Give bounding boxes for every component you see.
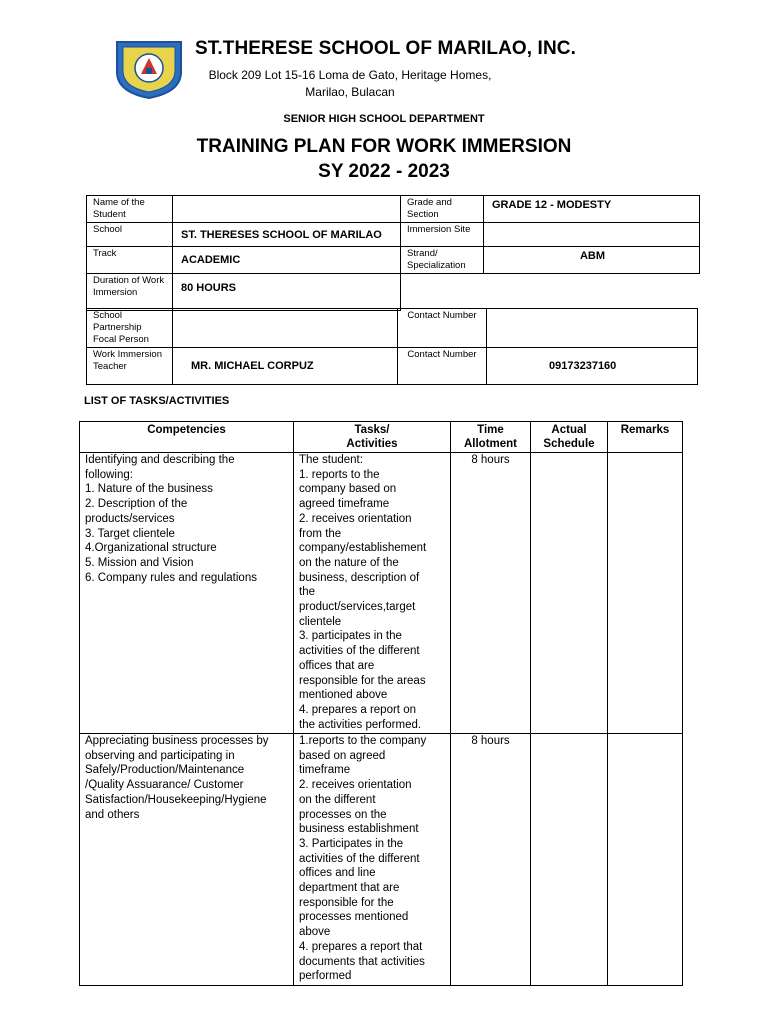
address-line-1: Block 209 Lot 15-16 Loma de Gato, Heritage Homes, xyxy=(208,68,492,82)
task-line: 2. receives orientation xyxy=(299,512,412,525)
time-cell: 8 hours xyxy=(451,453,531,734)
competency-line: 6. Company rules and regulations xyxy=(85,571,257,584)
competency-line: products/services xyxy=(85,512,175,525)
task-line: 1.reports to the company xyxy=(299,735,427,747)
task-cell xyxy=(294,453,451,734)
track-label: Track xyxy=(87,247,173,274)
competency-line: Identifying and describing the xyxy=(85,454,235,466)
competency-line: 5. Mission and Vision xyxy=(85,556,194,569)
header-competencies: Competencies xyxy=(80,422,294,453)
actual-schedule-cell xyxy=(531,734,608,986)
task-line: the xyxy=(299,586,315,599)
name-value xyxy=(173,196,401,223)
school-value: ST. THERESES SCHOOL OF MARILAO xyxy=(173,223,401,247)
teacher-value: MR. MICHAEL CORPUZ xyxy=(173,348,398,385)
task-line: company based on xyxy=(299,483,397,496)
task-line: 3. participates in the xyxy=(299,630,402,643)
header-remarks: Remarks xyxy=(608,422,683,453)
task-line: the activities performed. xyxy=(299,718,422,731)
school-label: School xyxy=(87,223,173,247)
competency-line: /Quality Assuarance/ Customer xyxy=(85,779,244,792)
focal-person-label: School Partnership Focal Person xyxy=(87,309,173,348)
task-line: from the xyxy=(299,527,342,540)
task-line: offices that are xyxy=(299,659,375,672)
task-line: processes mentioned xyxy=(299,911,409,924)
remarks-cell xyxy=(608,453,683,734)
task-line: 2. receives orientation xyxy=(299,779,412,792)
task-line: processes on the xyxy=(299,808,387,821)
contact-info-table xyxy=(86,308,698,385)
table-row xyxy=(80,453,683,734)
task-line: above xyxy=(299,926,331,939)
teacher-label: Work Immersion Teacher xyxy=(87,348,173,385)
contact-label-1: Contact Number xyxy=(398,309,487,348)
competency-line: Appreciating business processes by xyxy=(85,735,269,747)
task-line: offices and line xyxy=(299,867,376,880)
task-line: performed xyxy=(299,970,352,983)
header-time-allotment: Time Allotment xyxy=(451,422,531,453)
address-line-2: Marilao, Bulacan xyxy=(305,85,395,99)
task-line: 4. prepares a report that xyxy=(299,940,423,953)
competency-line: observing and participating in xyxy=(85,749,235,762)
header-actual-schedule: Actual Schedule xyxy=(531,422,608,453)
department-heading: SENIOR HIGH SCHOOL DEPARTMENT xyxy=(283,113,485,125)
task-line: 3. Participates in the xyxy=(299,837,404,850)
tasks-section-title: LIST OF TASKS/ACTIVITIES xyxy=(84,395,230,407)
header-tasks: Tasks/ Activities xyxy=(294,422,451,453)
task-line: documents that activities xyxy=(299,955,425,968)
competency-cell xyxy=(80,734,294,986)
competency-line: following: xyxy=(85,468,133,481)
student-info-table xyxy=(86,195,700,311)
task-line: department that are xyxy=(299,882,400,895)
strand-label: Strand/ Specialization xyxy=(401,247,484,274)
contact-label-2: Contact Number xyxy=(398,348,487,385)
time-cell: 8 hours xyxy=(451,734,531,986)
track-value: ACADEMIC xyxy=(173,247,401,274)
competency-cell xyxy=(80,453,294,734)
name-label: Name of the Student xyxy=(87,196,173,223)
competency-line: Safely/Production/Maintenance xyxy=(85,764,245,777)
document-title: TRAINING PLAN FOR WORK IMMERSION xyxy=(196,136,572,157)
competency-line: 4.Organizational structure xyxy=(85,542,217,555)
strand-value: ABM xyxy=(484,247,700,274)
task-line: 1. reports to the xyxy=(299,468,380,481)
task-line: product/services,target xyxy=(299,601,416,614)
duration-value: 80 HOURS xyxy=(173,274,401,311)
task-line: agreed timeframe xyxy=(299,498,390,511)
task-line: company/establishement xyxy=(299,542,427,555)
actual-schedule-cell xyxy=(531,453,608,734)
task-line: responsible for the xyxy=(299,896,394,909)
task-line: business, description of xyxy=(299,571,420,584)
task-line: The student: xyxy=(299,454,363,466)
task-line: on the nature of the xyxy=(299,556,399,569)
duration-label: Duration of Work Immersion xyxy=(87,274,173,311)
task-line: 4. prepares a report on xyxy=(299,703,416,716)
competency-line: 3. Target clientele xyxy=(85,527,175,540)
task-line: business establishment xyxy=(299,823,419,836)
task-line: timeframe xyxy=(299,764,351,777)
site-value xyxy=(484,223,700,247)
task-line: based on agreed xyxy=(299,749,386,762)
task-line: activities of the different xyxy=(299,852,420,865)
grade-value: GRADE 12 - MODESTY xyxy=(484,196,700,223)
task-line: activities of the different xyxy=(299,645,420,658)
table-row xyxy=(80,734,683,986)
contact-value-1 xyxy=(487,309,698,348)
blank-area xyxy=(401,274,700,311)
task-cell xyxy=(294,734,451,986)
tasks-table xyxy=(79,421,683,986)
competency-line: 1. Nature of the business xyxy=(85,483,213,496)
task-line: responsible for the areas xyxy=(299,674,426,687)
task-line: on the different xyxy=(299,793,376,806)
remarks-cell xyxy=(608,734,683,986)
competency-line: 2. Description of the xyxy=(85,498,188,511)
grade-label: Grade and Section xyxy=(401,196,484,223)
task-line: clientele xyxy=(299,615,342,628)
contact-value-2: 09173237160 xyxy=(487,348,698,385)
competency-line: and others xyxy=(85,808,140,821)
site-label: Immersion Site xyxy=(401,223,484,247)
task-line: mentioned above xyxy=(299,689,388,702)
competency-line: Satisfaction/Housekeeping/Hygiene xyxy=(85,793,267,806)
school-year: SY 2022 - 2023 xyxy=(318,161,450,182)
school-name: ST.THERESE SCHOOL OF MARILAO, INC. xyxy=(195,38,576,59)
focal-person-value xyxy=(173,309,398,348)
